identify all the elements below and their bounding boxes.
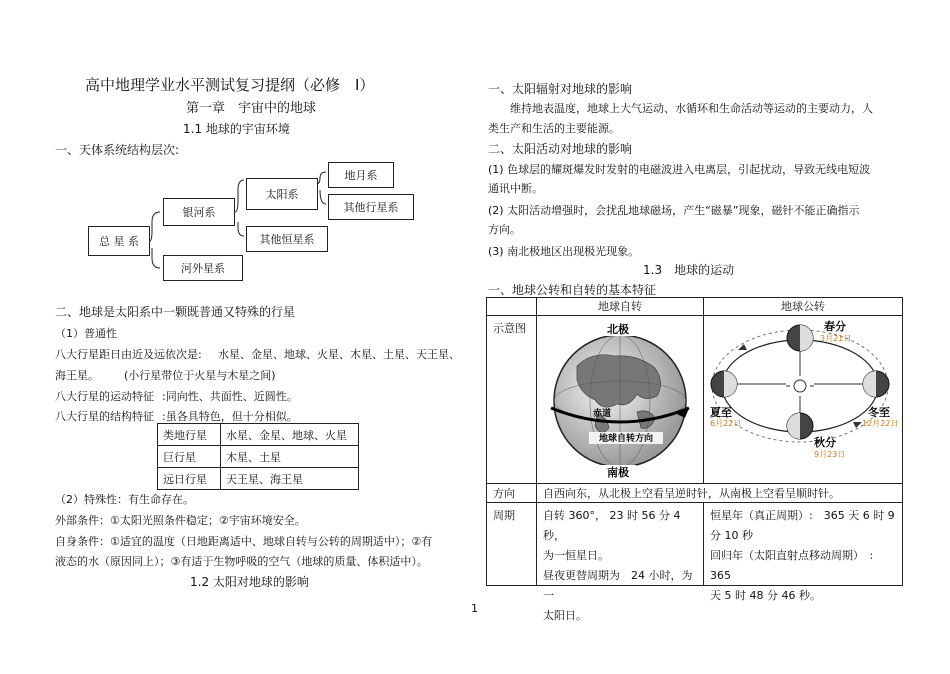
table-row-label: 周期: [486, 502, 537, 586]
note: (小行星带位于火星与木星之间): [124, 369, 276, 382]
text-value: 水星、金星、地球、火星、木星、土星、天王星、: [218, 348, 460, 361]
table-cell: 远日行星: [158, 468, 221, 490]
orbit-diagram-cell: [703, 315, 903, 484]
table-header: 地球公转: [703, 297, 903, 316]
section-title: 1.3 地球的运动: [643, 263, 735, 277]
table-row-label: 方向: [486, 483, 537, 503]
period-line: 天 5 时 48 分 46 秒。: [710, 589, 821, 602]
period-line: 回归年（太阳直射点移动周期） : 365: [710, 549, 874, 582]
text-label: 八大行星距日由近及远依次是:: [55, 348, 202, 361]
text-value: :同向性、共面性、近圆性。: [162, 390, 298, 403]
text-line: 液态的水（原因同上）；③有适于生物呼吸的空气（地球的质量、体积适中）。: [55, 555, 428, 568]
text-line: 海王星。: [55, 369, 99, 382]
text-line: 维持地表温度，地球上大气运动、水循环和生命活动等运动的主要动力，人: [510, 102, 873, 115]
period-line: 为一恒星日。: [543, 549, 609, 562]
globe-label-rotation: 地球自转方向: [598, 434, 654, 444]
table-cell: 木星、土星: [221, 446, 359, 468]
table-cell: 天王星、海王星: [221, 468, 359, 490]
text-value: :虽各具特色，但十分相似。: [162, 410, 298, 423]
table-row: [158, 468, 359, 490]
section-title: 1.1 地球的宇宙环境: [183, 122, 290, 136]
globe-label-south: 南极: [607, 466, 629, 479]
tree-node-earth-moon: 地月系: [328, 162, 394, 188]
page-number: 1: [471, 602, 478, 615]
subheading: （1）普通性: [55, 327, 117, 340]
tree-node-root: 总 星 系: [88, 226, 150, 256]
period-line: 太阳日。: [543, 609, 587, 622]
tree-node-solar-system: 太阳系: [246, 178, 318, 210]
chapter-title: 第一章 宇宙中的地球: [186, 101, 317, 116]
orbit-date-winter: 12月22日: [862, 419, 899, 428]
orbit-date-spring: 3月21日: [820, 334, 852, 343]
table-cell: 巨行星: [158, 446, 221, 468]
heading: 一、地球公转和自转的基本特征: [488, 283, 657, 297]
table-row-label: 示意图: [486, 315, 537, 484]
orbit-diagram: [704, 316, 902, 483]
text-line: 方向。: [488, 223, 521, 236]
period-line: 分 10 秒: [710, 529, 753, 542]
tree-node-galaxy: 银河系: [163, 198, 235, 226]
heading: 二、太阳活动对地球的影响: [488, 142, 633, 156]
orbit-label-summer: 夏至: [710, 406, 732, 419]
table-cell: 类地行星: [158, 424, 221, 446]
text-line: (2) 太阳活动增强时，会扰乱地球磁场，产生“磁暴”现象，磁针不能正确指示: [488, 204, 860, 217]
text-line: 自身条件：①适宜的温度（日地距离适中、地球自转与公转的周期适中）；②有: [55, 535, 433, 548]
heading: 一、太阳辐射对地球的影响: [488, 82, 633, 96]
text-label: 八大行星的结构特征: [55, 410, 154, 423]
table-cell: 自西向东，从北极上空看呈逆时针，从南极上空看呈顺时针。: [536, 483, 903, 503]
text-line: 通讯中断。: [488, 182, 543, 195]
text-line: 外部条件：①太阳光照条件稳定；②宇宙环境安全。: [55, 514, 306, 527]
tree-node-other-stars: 其他恒星系: [246, 226, 328, 252]
planet-table: [157, 423, 359, 490]
text-line: (1) 色球层的耀斑爆发时发射的电磁波进入电离层，引起扰动，导致无线电短波: [488, 163, 871, 176]
heading: 二、地球是太阳系中一颗既普通又特殊的行星: [55, 305, 296, 319]
orbit-label-autumn: 秋分: [814, 436, 836, 449]
table-cell: [536, 502, 704, 622]
table-cell: 水星、金星、地球、火星: [221, 424, 359, 446]
text-label: 八大行星的运动特征: [55, 390, 154, 403]
orbit-label-winter: 冬至: [868, 406, 890, 419]
table-header: 地球自转: [536, 297, 704, 316]
tree-node-other-planets: 其他行星系: [328, 194, 414, 220]
heading: 一、天体系统结构层次:: [55, 143, 180, 157]
globe-diagram-cell: [536, 315, 704, 484]
period-line: 恒星年（真正周期）: 365 天 6 时 9: [710, 509, 895, 522]
subheading: （2）特殊性：有生命存在。: [55, 493, 194, 506]
section-title: 1.2 太阳对地球的影响: [190, 575, 309, 589]
text-line: 类生产和生活的主要能源。: [488, 122, 620, 135]
table-row: [158, 424, 359, 446]
orbit-date-summer: 6月22日: [710, 419, 742, 428]
tree-node-other-galaxies: 河外星系: [163, 255, 243, 281]
globe-label-equator: 赤道: [593, 409, 612, 419]
text-line: (3) 南北极地区出现极光现象。: [488, 245, 640, 258]
globe-diagram: [537, 316, 703, 483]
period-line: 自转 360°， 23 时 56 分 4 秒，: [543, 509, 681, 542]
table-row: [158, 446, 359, 468]
page-title: 高中地理学业水平测试复习提纲（必修 Ⅰ）: [85, 76, 375, 94]
orbit-date-autumn: 9月23日: [814, 450, 846, 459]
table-cell: [703, 502, 903, 602]
orbit-label-spring: 春分: [824, 320, 846, 333]
globe-label-north: 北极: [607, 323, 629, 336]
table-cell: [486, 297, 537, 316]
period-line: 昼夜更替周期为 24 小时，为一: [543, 569, 693, 602]
